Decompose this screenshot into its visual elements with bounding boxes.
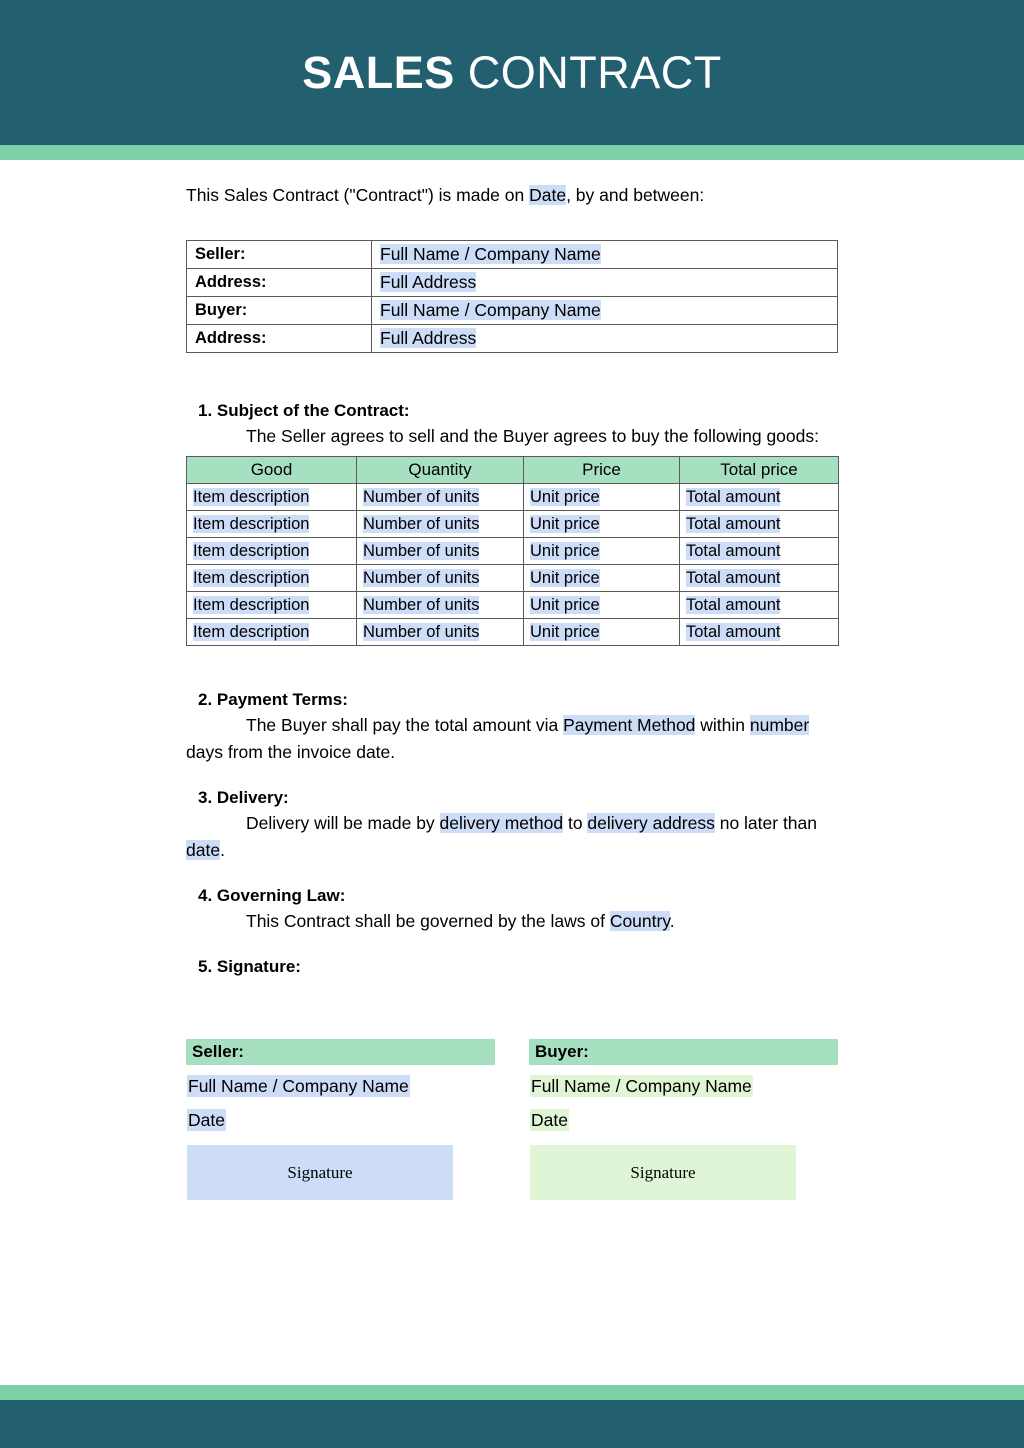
goods-cell-price[interactable] (524, 565, 680, 592)
goods-cell-quantity[interactable] (357, 592, 524, 619)
governing-law-text-2: . (669, 911, 675, 931)
governing-law-text-1: This Contract shall be governed by the laws of (246, 911, 610, 931)
payment-text-3: days from the invoice date. (186, 742, 396, 762)
goods-cell-total[interactable] (680, 619, 839, 646)
goods-cell-total[interactable] (680, 511, 839, 538)
buyer-signature-date-field[interactable]: Date (531, 1110, 568, 1130)
goods-cell-price[interactable] (524, 511, 680, 538)
seller-signature-date-line (186, 1107, 495, 1133)
delivery-address-field[interactable]: delivery address (587, 813, 715, 833)
goods-field-total[interactable]: Total amount (686, 487, 781, 506)
section-delivery-heading: 3. Delivery: (198, 788, 289, 807)
goods-cell-total[interactable] (680, 538, 839, 565)
table-row (187, 269, 838, 297)
payment-method-field[interactable]: Payment Method (563, 715, 696, 735)
buyer-signature-date-line (529, 1107, 838, 1133)
buyer-name-cell[interactable] (372, 297, 838, 325)
table-row (187, 297, 838, 325)
buyer-signature-name-field[interactable]: Full Name / Company Name (531, 1076, 752, 1096)
footer-accent-rule (0, 1385, 1024, 1400)
section-governing-law-heading: 4. Governing Law: (198, 886, 346, 905)
content-column (186, 160, 838, 1200)
table-row (187, 538, 839, 565)
section-governing-law (186, 886, 838, 935)
section-payment-heading: 2. Payment Terms: (198, 690, 348, 709)
payment-text-2: within (695, 715, 750, 735)
goods-cell-good[interactable] (187, 592, 357, 619)
section-delivery-body (186, 810, 838, 864)
intro-text-before: This Sales Contract ("Contract") is made on (186, 185, 530, 205)
goods-col-good: Good (187, 457, 357, 484)
section-subject-heading: 1. Subject of the Contract: (198, 401, 410, 420)
goods-field-total[interactable]: Total amount (686, 541, 781, 560)
goods-field-good[interactable]: Item description (193, 514, 310, 533)
goods-cell-price[interactable] (524, 619, 680, 646)
goods-cell-quantity[interactable] (357, 511, 524, 538)
goods-field-price[interactable]: Unit price (530, 487, 600, 506)
goods-field-price[interactable]: Unit price (530, 595, 600, 614)
goods-field-good[interactable]: Item description (193, 622, 310, 641)
goods-cell-total[interactable] (680, 484, 839, 511)
section-signature (186, 957, 838, 977)
goods-cell-good[interactable] (187, 565, 357, 592)
goods-cell-good[interactable] (187, 538, 357, 565)
page-body (0, 160, 1024, 1200)
seller-signature-name-field[interactable]: Full Name / Company Name (188, 1076, 409, 1096)
seller-address-field[interactable]: Full Address (380, 272, 477, 292)
goods-cell-quantity[interactable] (357, 565, 524, 592)
signature-blocks (186, 1039, 838, 1200)
governing-law-country-field[interactable]: Country (609, 911, 670, 931)
goods-field-total[interactable]: Total amount (686, 514, 781, 533)
goods-field-good[interactable]: Item description (193, 595, 310, 614)
delivery-method-field[interactable]: delivery method (439, 813, 564, 833)
goods-cell-price[interactable] (524, 592, 680, 619)
parties-table (186, 240, 838, 353)
buyer-label: Buyer: (187, 297, 372, 325)
goods-field-price[interactable]: Unit price (530, 541, 600, 560)
buyer-signature-heading: Buyer: (529, 1039, 838, 1065)
table-row (187, 565, 839, 592)
goods-cell-total[interactable] (680, 592, 839, 619)
goods-field-price[interactable]: Unit price (530, 568, 600, 587)
goods-col-price: Price (524, 457, 680, 484)
delivery-text-3: no later than (714, 813, 817, 833)
table-row (187, 484, 839, 511)
section-delivery (186, 788, 838, 864)
goods-field-price[interactable]: Unit price (530, 622, 600, 641)
seller-signature-box[interactable]: Signature (187, 1145, 453, 1200)
buyer-address-label: Address: (187, 325, 372, 353)
buyer-name-field[interactable]: Full Name / Company Name (380, 300, 601, 320)
section-payment-terms (186, 690, 838, 766)
section-governing-law-body (186, 908, 838, 935)
goods-field-quantity[interactable]: Number of units (363, 514, 480, 533)
footer-band (0, 1400, 1024, 1448)
section-signature-heading: 5. Signature: (198, 957, 301, 976)
seller-signature-heading: Seller: (186, 1039, 495, 1065)
table-row (187, 511, 839, 538)
table-row (187, 592, 839, 619)
buyer-signature-name-line (529, 1073, 838, 1099)
table-row (187, 619, 839, 646)
goods-field-total[interactable]: Total amount (686, 622, 781, 641)
seller-signature-name-line (186, 1073, 495, 1099)
section-subject (186, 401, 838, 646)
goods-field-price[interactable]: Unit price (530, 514, 600, 533)
goods-field-quantity[interactable]: Number of units (363, 541, 480, 560)
goods-cell-quantity[interactable] (357, 484, 524, 511)
goods-cell-quantity[interactable] (357, 538, 524, 565)
buyer-address-field[interactable]: Full Address (380, 328, 477, 348)
seller-label: Seller: (187, 241, 372, 269)
goods-col-total-price: Total price (680, 457, 839, 484)
buyer-signature-box[interactable]: Signature (530, 1145, 796, 1200)
goods-col-quantity: Quantity (357, 457, 524, 484)
goods-field-quantity[interactable]: Number of units (363, 622, 480, 641)
seller-signature-date-field[interactable]: Date (188, 1110, 225, 1130)
intro-text-after: , by and between: (566, 185, 705, 205)
goods-field-good[interactable]: Item description (193, 541, 310, 560)
buyer-signature-block (529, 1039, 838, 1200)
payment-text-1: The Buyer shall pay the total amount via (246, 715, 564, 735)
table-row (187, 241, 838, 269)
goods-field-good[interactable]: Item description (193, 487, 310, 506)
intro-date-field[interactable]: Date (529, 185, 567, 205)
seller-address-label: Address: (187, 269, 372, 297)
page-title (0, 0, 1024, 145)
goods-field-good[interactable]: Item description (193, 568, 310, 587)
goods-cell-total[interactable] (680, 565, 839, 592)
seller-address-cell[interactable] (372, 269, 838, 297)
goods-cell-price[interactable] (524, 538, 680, 565)
goods-field-quantity[interactable]: Number of units (363, 487, 480, 506)
goods-table-header-row (187, 457, 839, 484)
goods-cell-good[interactable] (187, 619, 357, 646)
goods-field-total[interactable]: Total amount (686, 595, 781, 614)
delivery-date-field[interactable]: date (186, 840, 221, 860)
delivery-text-4: . (220, 840, 225, 860)
delivery-text-2: to (563, 813, 588, 833)
goods-table (186, 456, 839, 646)
goods-cell-good[interactable] (187, 484, 357, 511)
goods-field-quantity[interactable]: Number of units (363, 568, 480, 587)
payment-days-field[interactable]: number (749, 715, 810, 735)
seller-name-field[interactable]: Full Name / Company Name (380, 244, 601, 264)
goods-field-quantity[interactable]: Number of units (363, 595, 480, 614)
section-payment-body (186, 712, 838, 766)
goods-cell-good[interactable] (187, 511, 357, 538)
buyer-address-cell[interactable] (372, 325, 838, 353)
delivery-text-1: Delivery will be made by (246, 813, 440, 833)
intro-paragraph (186, 184, 838, 206)
goods-cell-quantity[interactable] (357, 619, 524, 646)
header-accent-rule (0, 145, 1024, 160)
section-subject-body: The Seller agrees to sell and the Buyer agrees to buy the following goods: (246, 426, 819, 446)
table-row (187, 325, 838, 353)
seller-name-cell[interactable] (372, 241, 838, 269)
page-title-light: CONTRACT (454, 46, 722, 98)
page-title-bold: SALES (302, 46, 455, 98)
goods-field-total[interactable]: Total amount (686, 568, 781, 587)
seller-signature-block (186, 1039, 495, 1200)
goods-cell-price[interactable] (524, 484, 680, 511)
